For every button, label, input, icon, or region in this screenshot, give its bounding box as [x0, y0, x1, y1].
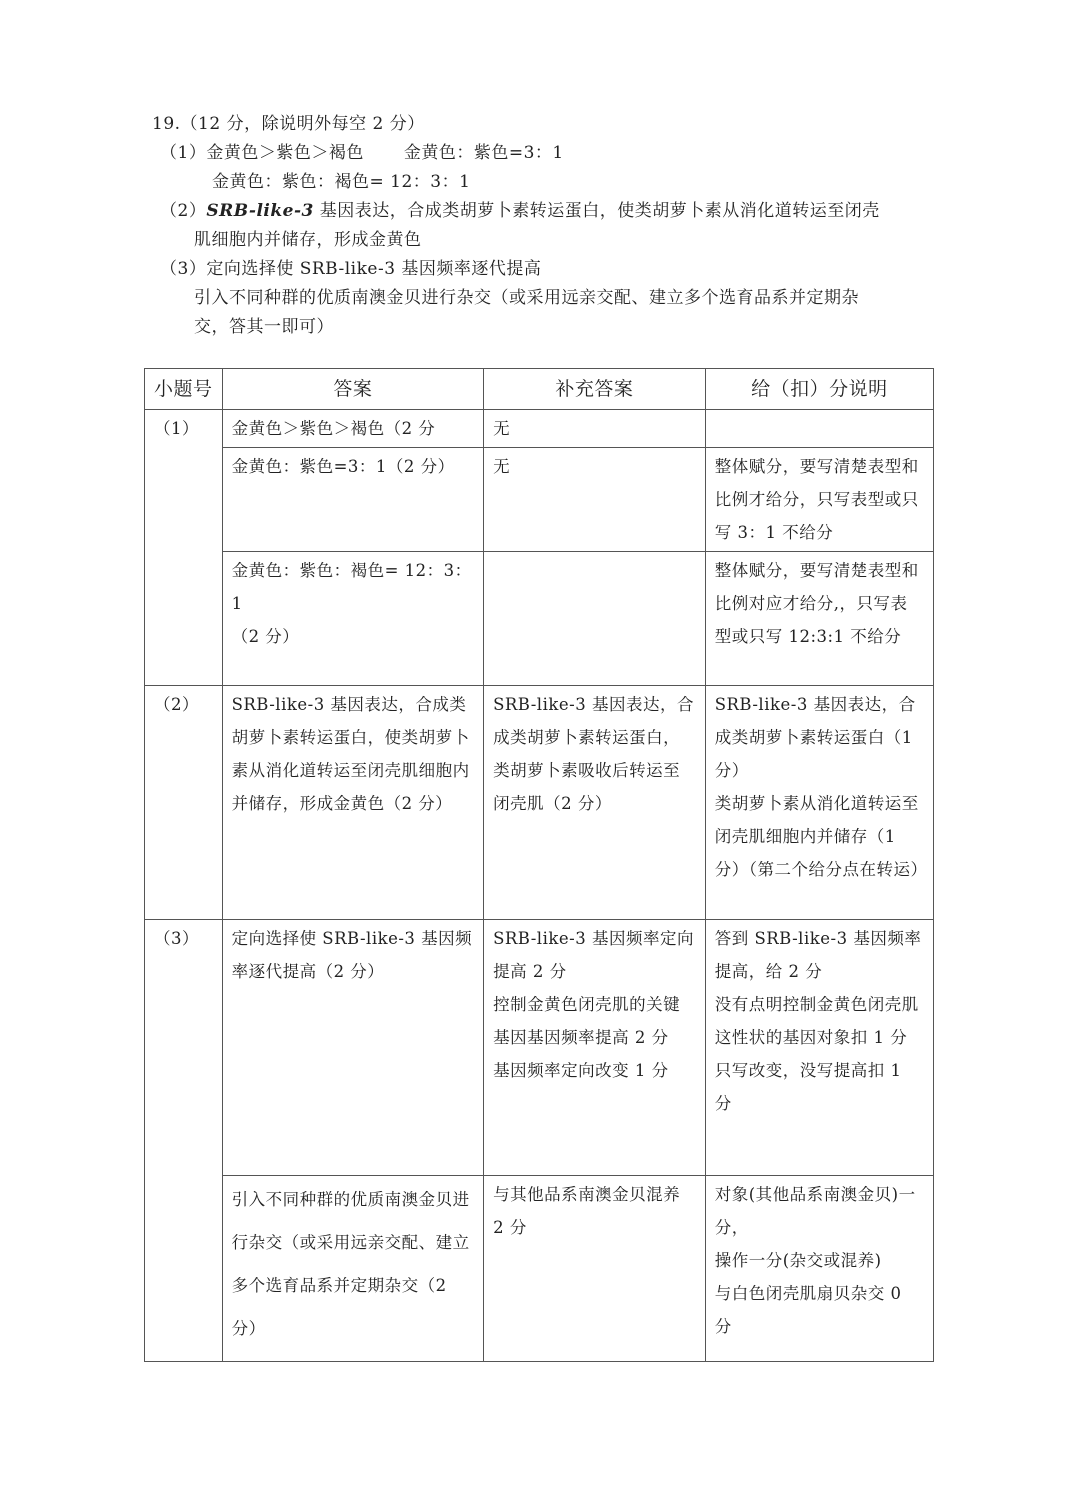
part-1-answer-ratio: 金黄色：紫色=3：1: [403, 143, 564, 163]
q3-r1-supp-line2: 控制金黄色闭壳肌的关键基因基因频率提高 2 分: [493, 995, 681, 1047]
header-scoring-note: 给（扣）分说明: [705, 369, 933, 410]
q3-r2-note: [705, 1176, 933, 1362]
answer-key: [152, 110, 952, 342]
table-row: [145, 686, 934, 920]
part-2-label: （2）: [160, 201, 207, 221]
header-answer: 答案: [222, 369, 484, 410]
part-2-answer-line2: 肌细胞内并储存，形成金黄色: [194, 230, 422, 250]
q1-r3-answer: [222, 552, 484, 686]
header-question-number: 小题号: [145, 369, 223, 410]
q3-r2-note-line3: 与白色闭壳肌扇贝杂交 0 分: [714, 1284, 902, 1336]
part-2-text: 基因表达，合成类胡萝卜素转运蛋白，使类胡萝卜素从消化道转运至闭壳: [313, 201, 880, 221]
q3-r1-note: [705, 920, 933, 1176]
q1-r3-answer-line2: 1: [231, 594, 243, 613]
q3-r2-answer: 引入不同种群的优质南澳金贝进行杂交（或采用远亲交配、建立多个选育品系并定期杂交（2 分）: [222, 1176, 484, 1362]
part-1-answer-ratio-3: 金黄色：紫色：褐色= 12：3：1: [212, 172, 471, 192]
table-row: [145, 448, 934, 552]
part-1-label: （1）: [160, 143, 207, 163]
q1-r1-supplement: 无: [484, 410, 706, 448]
table-row: [145, 920, 934, 1176]
q3-r1-note-line1: 答到 SRB-like-3 基因频率提高，给 2 分: [714, 929, 922, 981]
q1-r1-answer: 金黄色＞紫色＞褐色（2 分: [222, 410, 484, 448]
q3-label: （3）: [145, 920, 223, 1362]
part-3-answer-line1: [152, 255, 952, 284]
table-header-row: [145, 369, 934, 410]
q3-r2-supplement: 与其他品系南澳金贝混养 2 分: [484, 1176, 706, 1362]
q1-r1-note: [705, 410, 933, 448]
table-row: [145, 410, 934, 448]
q1-r2-answer: 金黄色：紫色=3：1（2 分）: [222, 448, 484, 552]
q2-label: （2）: [145, 686, 223, 920]
q3-r1-supp-line3: 基因频率定向改变 1 分: [493, 1061, 669, 1080]
q3-r1-answer: 定向选择使 SRB-like-3 基因频率逐代提高（2 分）: [222, 920, 484, 1176]
q3-r2-note-line2: 操作一分(杂交或混养): [714, 1251, 882, 1270]
scoring-table: [144, 368, 934, 1362]
part-3-label: （3）: [160, 259, 207, 279]
q1-r2-supplement: 无: [484, 448, 706, 552]
q2-answer: SRB-like-3 基因表达，合成类胡萝卜素转运蛋白，使类胡萝卜素从消化道转运至闭壳肌细胞内并储存，形成金黄色（2 分）: [222, 686, 484, 920]
q1-label: （1）: [145, 410, 223, 686]
q3-r2-note-line1: 对象(其他品系南澳金贝)一分，: [714, 1185, 916, 1237]
table-row: [145, 1176, 934, 1362]
part-2-answer-line1: [152, 197, 952, 226]
q3-r1-supplement: [484, 920, 706, 1176]
q1-r3-note: 整体赋分，要写清楚表型和比例对应才给分,，只写表型或只写 12:3:1 不给分: [705, 552, 933, 686]
gene-name: SRB-like-3: [206, 201, 314, 221]
part-1-answers: [152, 139, 952, 168]
header-supplement: 补充答案: [484, 369, 706, 410]
q2-note-point1: SRB-like-3 基因表达，合成类胡萝卜素转运蛋白（1 分）: [714, 695, 916, 780]
table-row: [145, 552, 934, 686]
q3-r1-note-line2: 没有点明控制金黄色闭壳肌这性状的基因对象扣 1 分: [714, 995, 919, 1047]
q3-r1-note-line3: 只写改变，没写提高扣 1 分: [714, 1061, 902, 1113]
q1-r2-note: 整体赋分，要写清楚表型和比例才给分，只写表型或只写 3：1 不给分: [705, 448, 933, 552]
part-3-answer-line3: 交，答其一即可）: [194, 317, 334, 337]
part-1-answer-order: 金黄色＞紫色＞褐色: [206, 143, 364, 163]
q3-r1-supp-line1: SRB-like-3 基因频率定向提高 2 分: [493, 929, 694, 981]
question-header: 19.（12 分，除说明外每空 2 分）: [152, 114, 425, 134]
q1-r3-supplement: [484, 552, 706, 686]
q1-r3-answer-line3: （2 分）: [231, 627, 300, 646]
q2-note-point2: 类胡萝卜素从消化道转运至闭壳肌细胞内并储存（1 分）（第二个给分点在转运）: [714, 794, 928, 879]
q1-r3-answer-line1: 金黄色：紫色：褐色= 12：3：: [231, 561, 472, 580]
part-3-answer-line2: 引入不同种群的优质南澳金贝进行杂交（或采用远亲交配、建立多个选育品系并定期杂: [194, 288, 859, 308]
q2-supplement: SRB-like-3 基因表达，合成类胡萝卜素转运蛋白，类胡萝卜素吸收后转运至闭壳肌（2 分）: [484, 686, 706, 920]
q2-note: [705, 686, 933, 920]
part-3-text: 定向选择使 SRB-like-3 基因频率逐代提高: [206, 259, 542, 279]
